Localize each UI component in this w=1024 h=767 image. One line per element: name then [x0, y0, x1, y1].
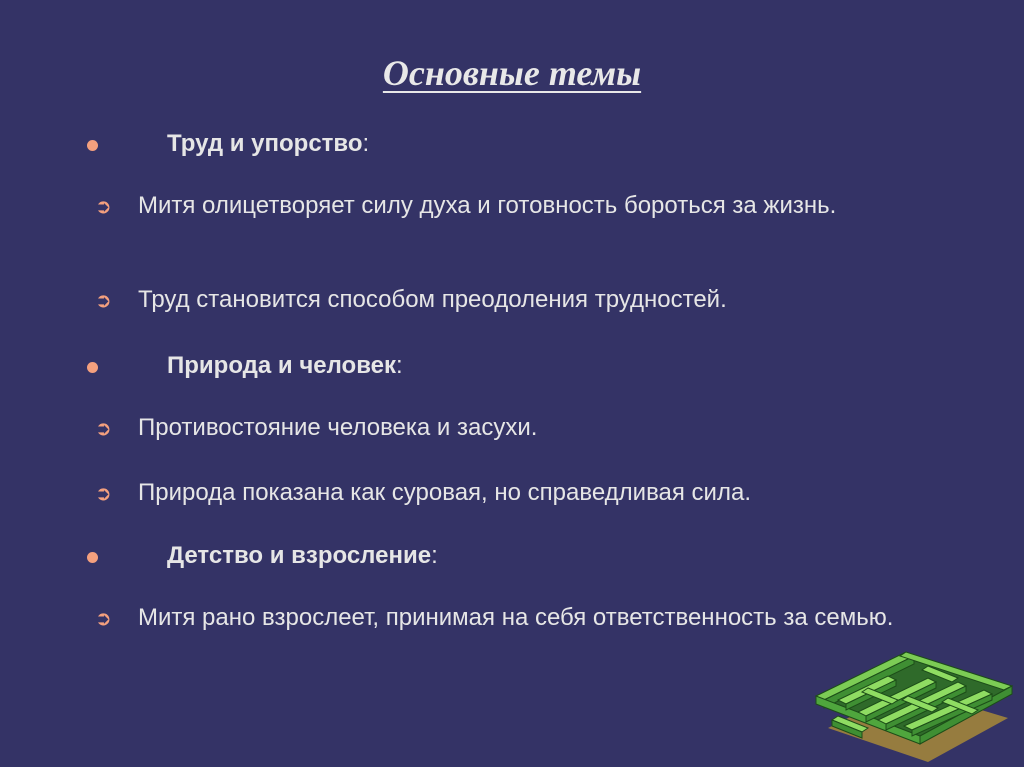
arc-bullet-icon: ➲ — [95, 606, 112, 630]
dot-bullet-icon — [87, 552, 98, 563]
section-heading-label: Детство и взросление — [167, 542, 432, 569]
list-item-text: Труд становится способом преодоления трудностей. — [138, 286, 727, 313]
maze-icon — [808, 638, 1018, 764]
list-item-text: Противостояние человека и засухи. — [138, 414, 538, 441]
section-heading — [167, 350, 403, 382]
dot-bullet-icon — [87, 140, 98, 151]
dot-bullet-icon — [87, 362, 98, 373]
section-heading-colon: : — [362, 130, 370, 157]
list-item-text: Природа показана как суровая, но справедливая сила. — [138, 479, 751, 506]
slide-title: Основные темы — [382, 53, 642, 93]
list-item-text: Митя рано взрослеет, принимая на себя ответственность за семью. — [138, 604, 894, 631]
arc-bullet-icon: ➲ — [95, 288, 112, 312]
section-heading-colon: : — [396, 352, 403, 379]
section-heading-label: Труд и упорство — [167, 130, 363, 157]
section-heading — [167, 128, 369, 160]
section-heading-label: Природа и человек — [167, 352, 397, 379]
arc-bullet-icon: ➲ — [95, 416, 112, 440]
arc-bullet-icon: ➲ — [95, 194, 112, 218]
arc-bullet-icon: ➲ — [95, 481, 112, 505]
list-item-text: Митя олицетворяет силу духа и готовность бороться за жизнь. — [138, 192, 837, 219]
section-heading-colon: : — [431, 542, 438, 569]
section-heading — [167, 540, 438, 572]
